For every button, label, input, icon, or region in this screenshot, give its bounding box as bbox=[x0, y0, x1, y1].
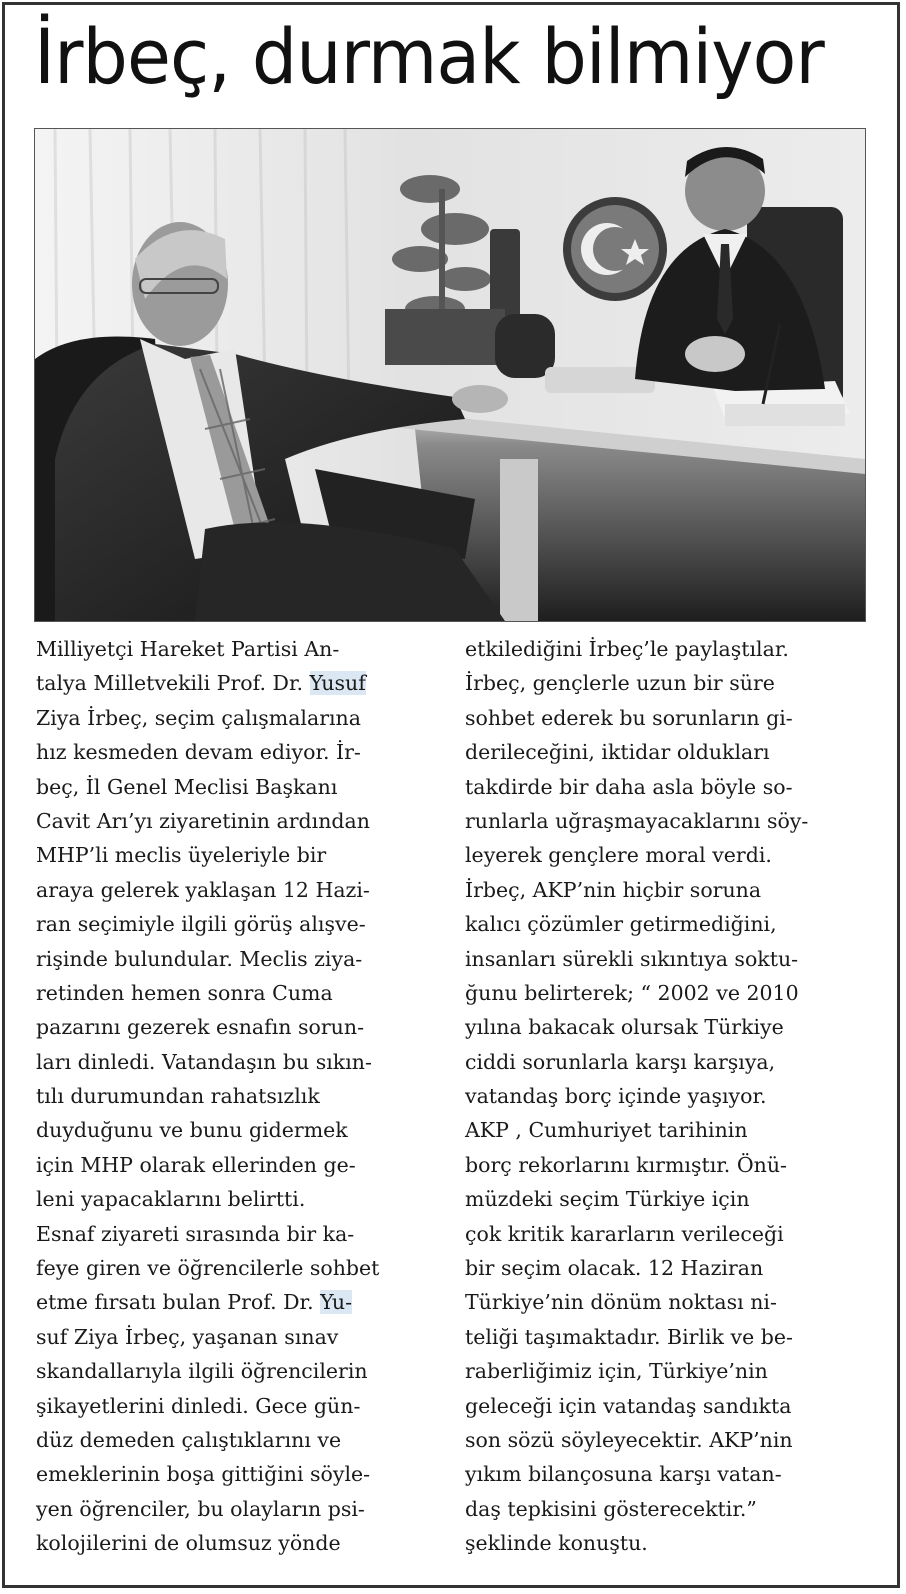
text-line: yen öğrenciler, bu olayların psi- bbox=[36, 1496, 365, 1521]
text-line: teliği taşımaktadır. Birlik ve be- bbox=[465, 1324, 793, 1349]
text-line: leyerek gençlere moral verdi. bbox=[465, 843, 772, 868]
highlighted-name: Yu- bbox=[320, 1290, 353, 1315]
text-line: son sözü söyleyecektir. AKP’nin bbox=[465, 1427, 793, 1452]
text-line: leni yapacaklarını belirtti. bbox=[36, 1187, 306, 1212]
text-line: müzdeki seçim Türkiye için bbox=[465, 1187, 750, 1212]
text-line: emeklerinin boşa gittiğini söyle- bbox=[36, 1462, 371, 1487]
text-line: İrbeç, AKP’nin hiçbir soruna bbox=[465, 877, 762, 902]
text-line: borç rekorlarını kırmıştır. Önü- bbox=[465, 1152, 787, 1177]
text-line: şikayetlerini dinledi. Gece gün- bbox=[36, 1393, 361, 1418]
text-line: kalıcı çözümler getirmediğini, bbox=[465, 912, 777, 937]
text-line: runlarla uğraşmayacaklarını söy- bbox=[465, 808, 809, 833]
text-line: beç, İl Genel Meclisi Başkanı bbox=[36, 774, 338, 799]
text-line: bir seçim olacak. 12 Haziran bbox=[465, 1256, 764, 1281]
text-line: şeklinde konuştu. bbox=[465, 1531, 648, 1556]
text-line: MHP’li meclis üyeleriyle bir bbox=[36, 843, 327, 868]
text-line: daş tepkisini gösterecektir.” bbox=[465, 1496, 757, 1521]
text-line: raberliğimiz için, Türkiye’nin bbox=[465, 1359, 768, 1384]
text-line: derileceğini, iktidar oldukları bbox=[465, 740, 770, 765]
text-line: skandallarıyla ilgili öğrencilerin bbox=[36, 1359, 368, 1384]
article-column-right bbox=[465, 632, 853, 1561]
text-line: çok kritik kararların verileceği bbox=[465, 1221, 784, 1246]
text-line: AKP , Cumhuriyet tarihinin bbox=[465, 1118, 748, 1143]
text-line: etme fırsatı bulan Prof. Dr. Yu- bbox=[36, 1290, 353, 1315]
article-column-left bbox=[36, 632, 424, 1561]
text-line: Milliyetçi Hareket Partisi An- bbox=[36, 637, 340, 661]
text-line: için MHP olarak ellerinden ge- bbox=[36, 1152, 356, 1177]
text-line: vatandaş borç içinde yaşıyor. bbox=[465, 1084, 767, 1109]
text-line: insanları sürekli sıkıntıya soktu- bbox=[465, 946, 799, 971]
text-line: tılı durumundan rahatsızlık bbox=[36, 1084, 320, 1109]
text-line: ları dinledi. Vatandaşın bu sıkın- bbox=[36, 1049, 372, 1074]
article-photo bbox=[34, 128, 866, 622]
text-line: Esnaf ziyareti sırasında bir ka- bbox=[36, 1221, 355, 1246]
text-line: takdirde bir daha asla böyle so- bbox=[465, 774, 793, 799]
text-line: hız kesmeden devam ediyor. İr- bbox=[36, 740, 361, 765]
text-line: rişinde bulundular. Meclis ziya- bbox=[36, 946, 363, 971]
text-line: Ziya İrbeç, seçim çalışmalarına bbox=[36, 705, 361, 730]
text-line: yıkım bilançosuna karşı vatan- bbox=[465, 1462, 782, 1487]
text-line: ran seçimiyle ilgili görüş alışve- bbox=[36, 912, 366, 937]
text-line: sohbet ederek bu sorunların gi- bbox=[465, 705, 793, 730]
text-line: yılına bakacak olursak Türkiye bbox=[465, 1015, 784, 1040]
text-line: düz demeden çalıştıklarını ve bbox=[36, 1427, 342, 1452]
text-line: İrbeç, gençlerle uzun bir süre bbox=[465, 671, 775, 696]
text-line: ciddi sorunlarla karşı karşıya, bbox=[465, 1049, 776, 1074]
text-line: kolojilerini de olumsuz yönde bbox=[36, 1531, 341, 1556]
text-line: suf Ziya İrbeç, yaşanan sınav bbox=[36, 1324, 339, 1349]
text-line: Türkiye’nin dönüm noktası ni- bbox=[465, 1290, 777, 1315]
text-line: retinden hemen sonra Cuma bbox=[36, 980, 333, 1005]
text-line: talya Milletvekili Prof. Dr. Yusuf bbox=[36, 671, 366, 696]
highlighted-name: Yusuf bbox=[309, 671, 366, 696]
text-line: araya gelerek yaklaşan 12 Hazi- bbox=[36, 877, 370, 902]
text-line: ğunu belirterek; “ 2002 ve 2010 bbox=[465, 980, 799, 1005]
text-line: etkilediğini İrbeç’le paylaştılar. bbox=[465, 637, 789, 661]
text-line: duyduğunu ve bunu gidermek bbox=[36, 1118, 348, 1143]
text-line: Cavit Arı’yı ziyaretinin ardından bbox=[36, 808, 370, 833]
text-line: feye giren ve öğrencilerle sohbet bbox=[36, 1256, 380, 1281]
text-line: geleceği için vatandaş sandıkta bbox=[465, 1393, 792, 1418]
headline: İrbeç, durmak bilmiyor bbox=[34, 12, 824, 101]
text-line: pazarını gezerek esnafın sorun- bbox=[36, 1015, 364, 1040]
